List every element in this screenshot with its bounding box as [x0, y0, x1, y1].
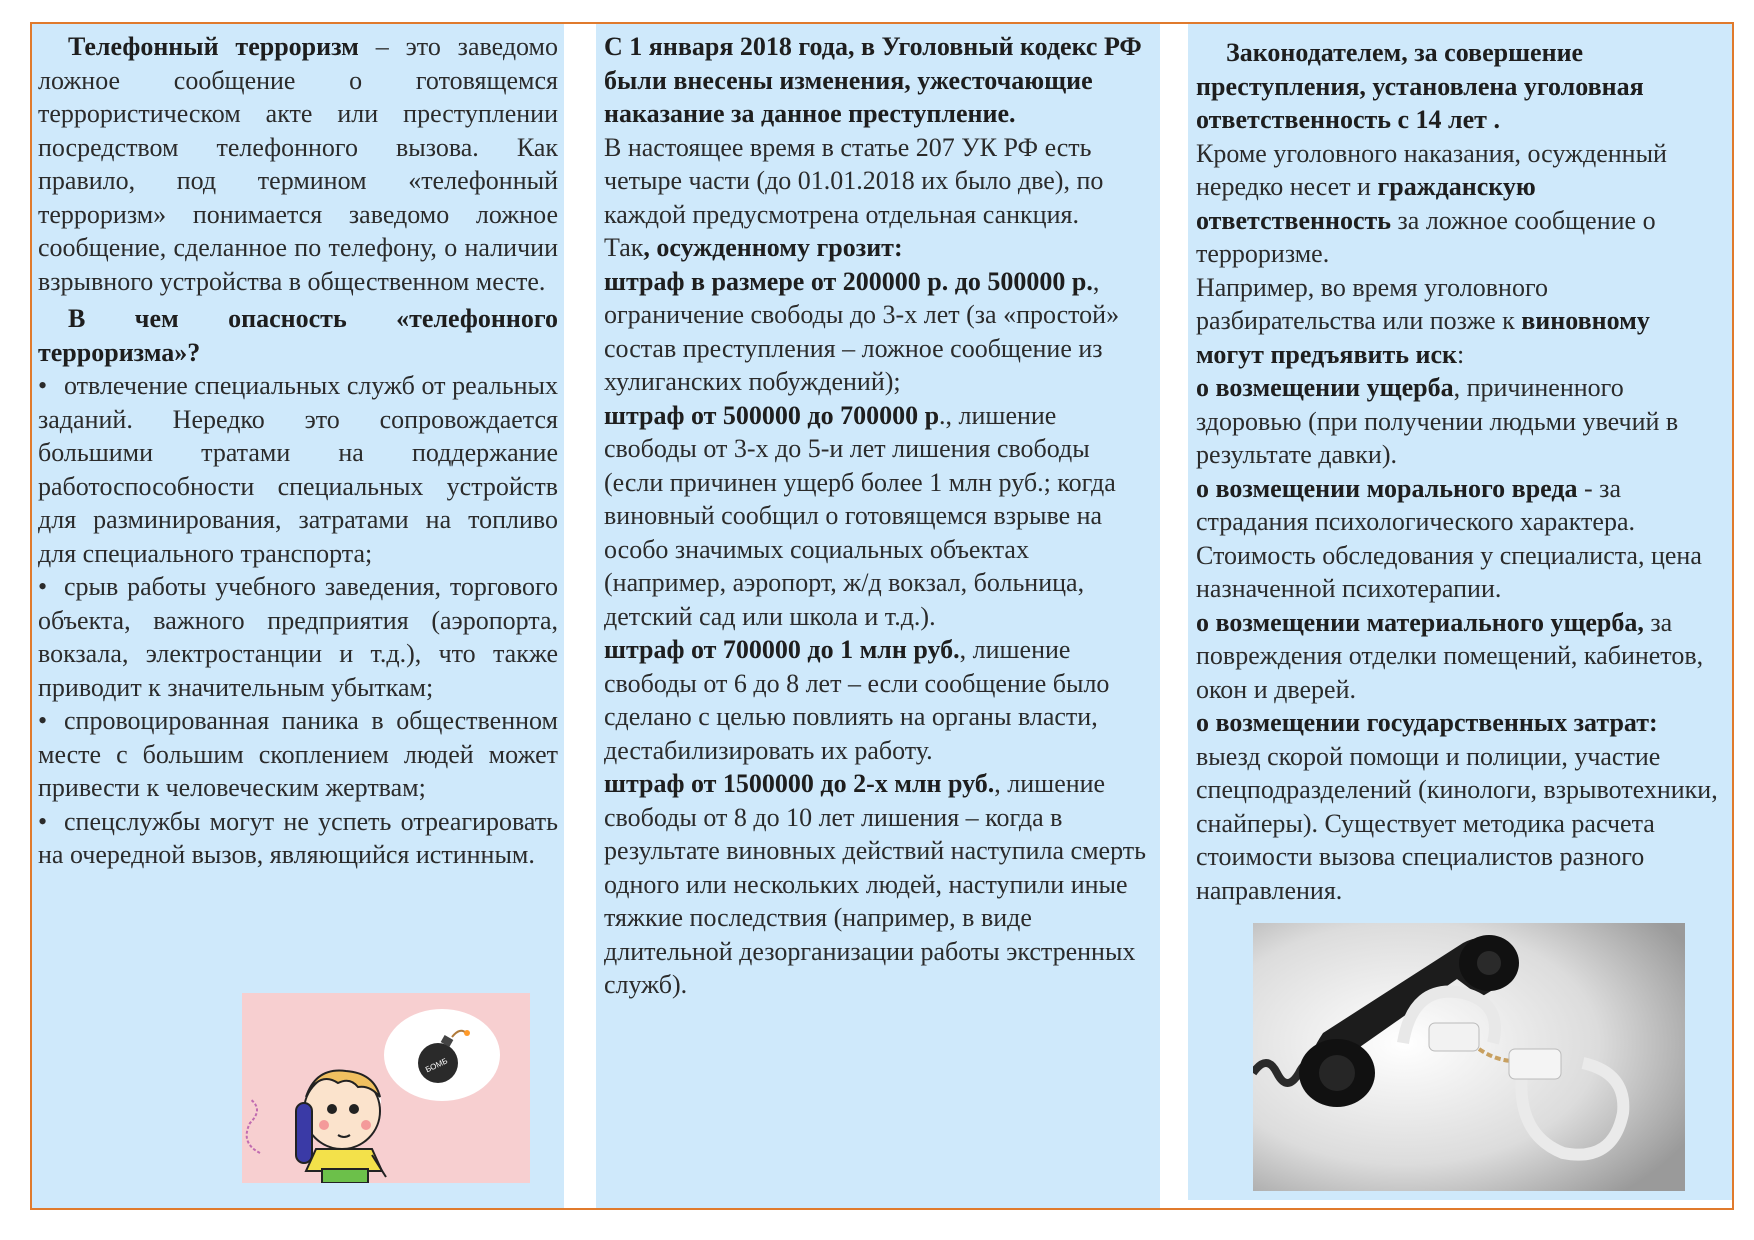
article-207-paragraph: В настоящее время в статье 207 УК РФ есть четыре части (до 01.01.2018 их было две), по каждой предусмотрена отдельная санкция. [604, 132, 1104, 229]
phone-handset-icon [296, 1103, 312, 1163]
claim-intro-paragraph: Например, во время уголовного разбирательства или позже к виновному могут предъявить иск: [1196, 272, 1650, 369]
list-item: • отвлечение специальных служб от реальных заданий. Нередко это сопровождается большими тратами на поддержание работоспособности специальных устройств для разминирования, затратами на топливо для специального транспорта; [38, 371, 558, 568]
penalty-item: штраф от 700000 до 1 млн руб., лишение свободы от 6 до 8 лет – если сообщение было сделано с целью повлиять на органы власти, дестабилизировать их работу. [604, 635, 1110, 765]
threat-intro: Так, осужденному грозит: [604, 233, 903, 262]
claim-item: о возмещении материального ущерба, за повреждения отделки помещений, кабинетов, окон и дверей. [1196, 607, 1704, 704]
penalty-item: штраф в размере от 200000 р. до 500000 р., ограничение свободы до 3-х лет (за «простой» состав преступления – ложное сообщение из хулиганских побуждений); [604, 266, 1120, 396]
svg-text:БОМБ: БОМБ [424, 1056, 449, 1075]
claim-item: о возмещении морального вреда - за страдания психологического характера. Стоимость обследования у специалиста, цена назначенной психотерапии. [1196, 473, 1702, 603]
claim-item: о возмещении государственных затрат: выезд скорой помощи и полиции, участие спецподразделений (кинологи, взрывотехники, снайперы). Существует методика расчета стоимости вызова специалистов разного направления. [1196, 708, 1718, 905]
danger-heading: В чем опасность «телефонного терроризма»? [38, 304, 558, 367]
list-item: • спровоцированная паника в общественном месте с большим скоплением людей может привести к человеческим жертвам; [38, 706, 558, 802]
list-item: • срыв работы учебного заведения, торгового объекта, важного предприятия (аэропорта, вокзала, электростанции и т.д.), что также приводит к значительным убыткам; [38, 572, 558, 702]
lead-paragraph: С 1 января 2018 года, в Уголовный кодекс РФ были внесены изменения, ужесточающие наказание за данное преступление. [604, 32, 1142, 128]
penalty-item: штраф от 1500000 до 2-х млн руб., лишение свободы от 8 до 10 лет лишения – когда в результате виновных действий наступила смерть одного или нескольких людей, наступили иные тяжкие последствия (например, в виде длительной дезорганизации работы экстренных служб). [604, 769, 1146, 999]
boy-phone-bomb-illustration [242, 993, 530, 1183]
claim-item: о возмещении ущерба, причиненного здоровью (при получении людьми увечий в результате давки). [1196, 373, 1679, 469]
lead-paragraph: Законодателем, за совершение преступления, установлена уголовная ответственность с 14 лет . [1196, 38, 1644, 134]
penalty-item: штраф от 500000 до 700000 р., лишение свободы от 3-х до 5-и лет лишения свободы (если причинен ущерб более 1 млн руб.; когда виновный сообщил о готовящемся взрыве на особо значимых социальных объектах (например, аэропорт, ж/д вокзал, больница, детский сад или школа и т.д.). [604, 400, 1116, 631]
intro-text: – это заведомо ложное сообщение о готовящемся террористическом акте или преступлении посредством телефонного вызова. Как правило, под термином «телефонный терроризм» понимается заведомо ложное сообщение, сделанное по телефону, о наличии взрывного устройства в общественном месте. [38, 32, 559, 296]
list-item: • спецслужбы могут не успеть отреагировать на очередной вызов, являющийся истинным. [38, 806, 558, 869]
intro-term: Телефонный терроризм [68, 32, 359, 61]
intro-paragraph [38, 30, 558, 298]
civil-liability-paragraph: Кроме уголовного наказания, осужденный нередко несет и гражданскую ответственность за ложное сообщение о терроризме. [1196, 138, 1667, 268]
handcuffed-phone-photo [1253, 923, 1685, 1191]
column-criminal-code-changes [596, 24, 1160, 1208]
